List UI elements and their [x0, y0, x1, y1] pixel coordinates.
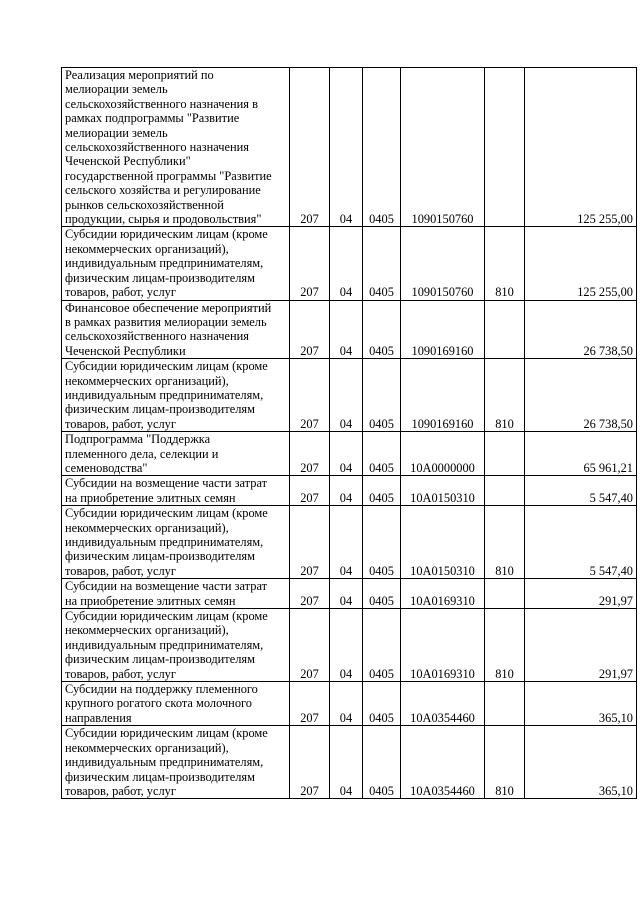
item-name-line: некоммерческих организаций), — [65, 373, 229, 388]
section-code-cell: 04 — [330, 609, 363, 682]
subsection-code-cell: 0405 — [363, 682, 401, 726]
item-name-line: Чеченской Республики — [65, 343, 186, 358]
expense-kind-cell — [485, 579, 525, 609]
item-name-line: физическим лицам-производителям — [65, 549, 255, 564]
ministry-code-cell: 207 — [290, 476, 330, 506]
item-name-line: Субсидии юридическим лицам (кроме — [65, 227, 268, 242]
item-name-line: индивидуальным предпринимателям, — [65, 387, 264, 402]
item-name-line: мелиорации земель — [65, 125, 168, 140]
table-row — [62, 68, 637, 227]
item-name-line: в рамках развития мелиорации земель — [65, 314, 267, 329]
table-row — [62, 476, 637, 506]
subsection-code-cell: 0405 — [363, 579, 401, 609]
expense-kind-cell: 810 — [485, 359, 525, 432]
target-article-cell: 1090150760 — [401, 68, 485, 227]
item-name-line: физическим лицам-производителям — [65, 402, 255, 417]
subsection-code-cell: 0405 — [363, 506, 401, 579]
amount-cell: 26 738,50 — [525, 300, 637, 359]
expense-kind-cell — [485, 432, 525, 476]
target-article-cell: 10А0169310 — [401, 609, 485, 682]
item-name-line: направления — [65, 710, 132, 725]
item-name-line: товаров, работ, услуг — [65, 783, 176, 798]
item-name-cell — [62, 609, 290, 682]
target-article-cell: 1090169160 — [401, 359, 485, 432]
table-row — [62, 579, 637, 609]
item-name-line: Субсидии юридическим лицам (кроме — [65, 506, 268, 521]
table-row — [62, 359, 637, 432]
item-name-line: индивидуальным предпринимателям, — [65, 535, 264, 549]
section-code-cell: 04 — [330, 506, 363, 579]
ministry-code-cell: 207 — [290, 726, 330, 799]
target-article-cell: 10А0000000 — [401, 432, 485, 476]
item-name-cell — [62, 68, 290, 227]
item-name-cell — [62, 227, 290, 300]
expense-kind-cell — [485, 300, 525, 359]
item-name-cell — [62, 359, 290, 432]
amount-cell: 65 961,21 — [525, 432, 637, 476]
subsection-code-cell: 0405 — [363, 359, 401, 432]
amount-cell: 5 547,40 — [525, 476, 637, 506]
item-name-line: семеноводства" — [65, 460, 148, 475]
expense-kind-cell: 810 — [485, 726, 525, 799]
subsection-code-cell: 0405 — [363, 227, 401, 300]
item-name-cell — [62, 300, 290, 359]
item-name-line: Подпрограмма "Поддержка — [65, 432, 211, 447]
expense-kind-cell: 810 — [485, 506, 525, 579]
amount-cell: 365,10 — [525, 682, 637, 726]
subsection-code-cell: 0405 — [363, 68, 401, 227]
table-row — [62, 682, 637, 726]
item-name-cell — [62, 579, 290, 609]
item-name-line: сельскохозяйственного назначения — [65, 329, 249, 344]
ministry-code-cell: 207 — [290, 609, 330, 682]
subsection-code-cell: 0405 — [363, 432, 401, 476]
amount-cell: 291,97 — [525, 579, 637, 609]
ministry-code-cell: 207 — [290, 300, 330, 359]
amount-cell: 125 255,00 — [525, 68, 637, 227]
subsection-code-cell: 0405 — [363, 609, 401, 682]
amount-cell: 291,97 — [525, 609, 637, 682]
table-row — [62, 726, 637, 799]
section-code-cell: 04 — [330, 68, 363, 227]
item-name-line: на приобретение элитных семян — [65, 490, 236, 505]
target-article-cell: 10А0150310 — [401, 476, 485, 506]
item-name-line: Субсидии на поддержку племенного — [65, 682, 258, 697]
target-article-cell: 10А0150310 — [401, 506, 485, 579]
expense-kind-cell — [485, 682, 525, 726]
section-code-cell: 04 — [330, 579, 363, 609]
target-article-cell: 10А0169310 — [401, 579, 485, 609]
item-name-line: товаров, работ, услуг — [65, 285, 176, 300]
item-name-line: племенного дела, селекции и — [65, 446, 219, 461]
ministry-code-cell: 207 — [290, 432, 330, 476]
table-row — [62, 432, 637, 476]
section-code-cell: 04 — [330, 227, 363, 300]
budget-table — [61, 67, 637, 799]
target-article-cell: 10А0354460 — [401, 682, 485, 726]
target-article-cell: 1090169160 — [401, 300, 485, 359]
item-name-line: некоммерческих организаций), — [65, 241, 229, 256]
item-name-cell — [62, 506, 290, 579]
item-name-line: Субсидии юридическим лицам (кроме — [65, 726, 268, 741]
item-name-line: индивидуальным предпринимателям, — [65, 256, 264, 271]
item-name-line: сельского хозяйства и регулирование — [65, 183, 261, 198]
subsection-code-cell: 0405 — [363, 476, 401, 506]
ministry-code-cell: 207 — [290, 506, 330, 579]
amount-cell: 5 547,40 — [525, 506, 637, 579]
item-name-line: некоммерческих организаций), — [65, 740, 229, 755]
ministry-code-cell: 207 — [290, 682, 330, 726]
expense-kind-cell — [485, 68, 525, 227]
item-name-cell — [62, 726, 290, 799]
item-name-line: продукции, сырья и продовольствия" — [65, 212, 262, 227]
expense-kind-cell: 810 — [485, 609, 525, 682]
table-row — [62, 506, 637, 579]
budget-table-body — [62, 68, 637, 799]
target-article-cell: 10А0354460 — [401, 726, 485, 799]
table-row — [62, 300, 637, 359]
item-name-cell — [62, 476, 290, 506]
expense-kind-cell — [485, 476, 525, 506]
section-code-cell: 04 — [330, 300, 363, 359]
expense-kind-cell: 810 — [485, 227, 525, 300]
item-name-line: Субсидии на возмещение части затрат — [65, 476, 268, 491]
item-name-line: Субсидии юридическим лицам (кроме — [65, 359, 268, 374]
ministry-code-cell: 207 — [290, 359, 330, 432]
item-name-line: некоммерческих организаций), — [65, 623, 229, 638]
subsection-code-cell: 0405 — [363, 300, 401, 359]
item-name-line: мелиорации земель — [65, 82, 168, 97]
amount-cell: 125 255,00 — [525, 227, 637, 300]
ministry-code-cell: 207 — [290, 227, 330, 300]
item-name-line: некоммерческих организаций), — [65, 520, 229, 535]
item-name-line: товаров, работ, услуг — [65, 416, 176, 431]
amount-cell: 26 738,50 — [525, 359, 637, 432]
item-name-line: Субсидии на возмещение части затрат — [65, 579, 268, 594]
item-name-line: индивидуальным предпринимателям, — [65, 637, 264, 652]
table-row — [62, 227, 637, 300]
subsection-code-cell: 0405 — [363, 726, 401, 799]
section-code-cell: 04 — [330, 726, 363, 799]
item-name-line: рынков сельскохозяйственной — [65, 197, 224, 212]
section-code-cell: 04 — [330, 476, 363, 506]
item-name-line: Субсидии юридическим лицам (кроме — [65, 609, 268, 624]
item-name-line: крупного рогатого скота молочного — [65, 696, 252, 711]
ministry-code-cell: 207 — [290, 68, 330, 227]
item-name-line: физическим лицам-производителям — [65, 652, 255, 667]
item-name-line: Реализация мероприятий по — [65, 68, 214, 82]
section-code-cell: 04 — [330, 432, 363, 476]
item-name-cell — [62, 682, 290, 726]
table-row — [62, 609, 637, 682]
item-name-line: Финансовое обеспечение мероприятий — [65, 300, 272, 315]
item-name-line: товаров, работ, услуг — [65, 563, 176, 578]
item-name-line: Чеченской Республики" — [65, 154, 191, 169]
section-code-cell: 04 — [330, 359, 363, 432]
item-name-cell — [62, 432, 290, 476]
ministry-code-cell: 207 — [290, 579, 330, 609]
item-name-line: физическим лицам-производителям — [65, 769, 255, 784]
item-name-line: государственной программы "Развитие — [65, 168, 272, 183]
item-name-line: рамках подпрограммы "Развитие — [65, 111, 240, 126]
section-code-cell: 04 — [330, 682, 363, 726]
item-name-line: физическим лицам-производителям — [65, 270, 255, 285]
item-name-line: товаров, работ, услуг — [65, 666, 176, 681]
item-name-line: сельскохозяйственного назначения в — [65, 96, 258, 111]
item-name-line: на приобретение элитных семян — [65, 593, 236, 608]
item-name-line: индивидуальным предпринимателям, — [65, 755, 264, 770]
amount-cell: 365,10 — [525, 726, 637, 799]
item-name-line: сельскохозяйственного назначения — [65, 140, 249, 155]
target-article-cell: 1090150760 — [401, 227, 485, 300]
